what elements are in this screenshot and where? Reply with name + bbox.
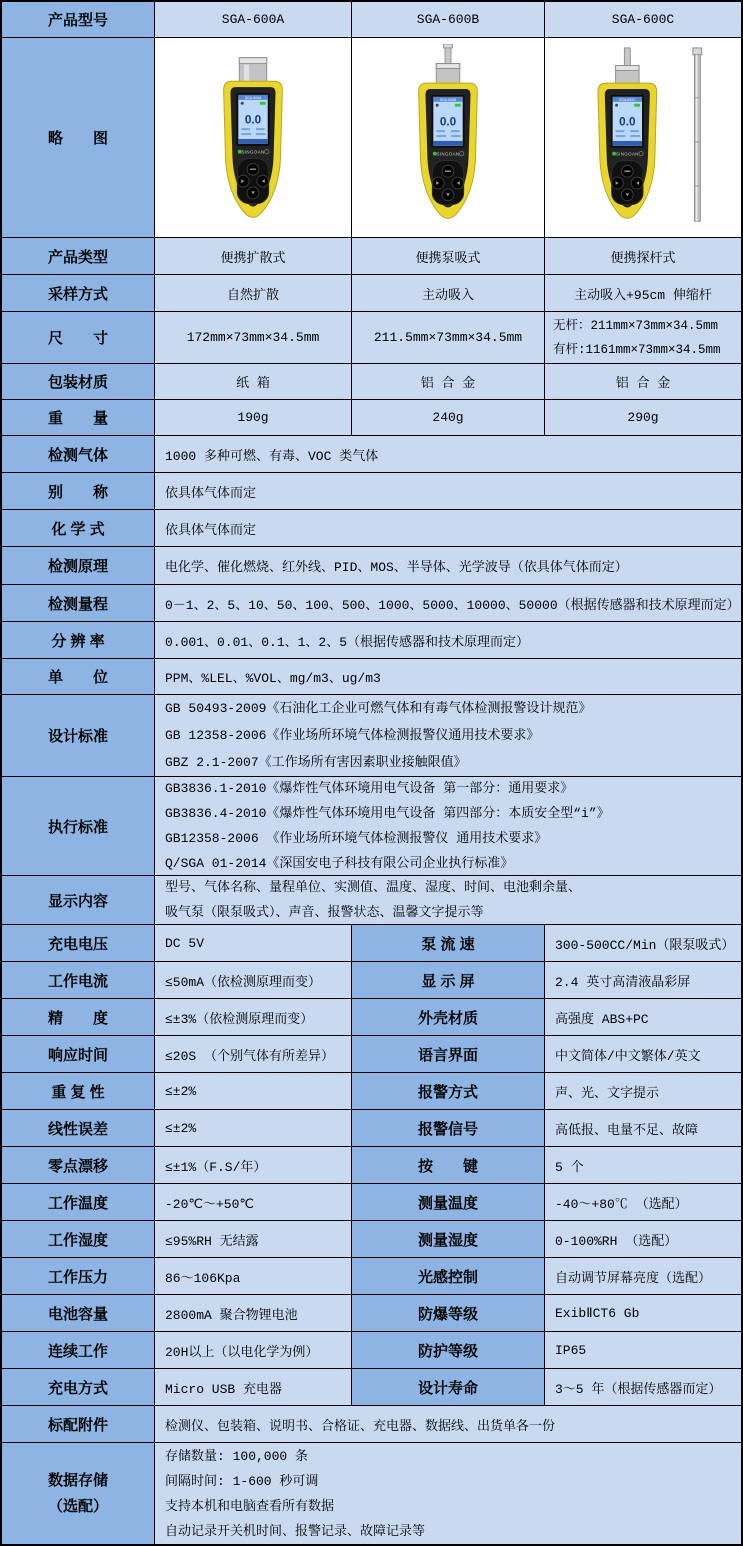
- row-response-time-language: [2, 1036, 741, 1073]
- row-working-current-display-screen: [2, 962, 741, 999]
- row-zero-drift-keys: [2, 1147, 741, 1184]
- product-image-sga-600c: [545, 38, 741, 237]
- row-weight: [2, 400, 741, 436]
- label-cell: [2, 1443, 155, 1544]
- storage-label-line: 数据存储: [47, 1471, 108, 1489]
- value-cell-a: 纸 箱: [155, 364, 352, 399]
- row-detection-range: [2, 585, 741, 622]
- value-cell: ≤±3%（依检测原理而变）: [155, 999, 352, 1035]
- value-cell: 3～5 年（根据传感器而定）: [545, 1369, 741, 1405]
- value-cell: [155, 777, 741, 875]
- value-cell: 0.001、0.01、0.1、1、2、5（根据传感器和技术原理而定）: [155, 622, 741, 658]
- value-cell: [155, 695, 741, 776]
- value-cell: 300-500CC/Min（限泵吸式）: [545, 925, 741, 961]
- value-cell: 0－1、2、5、10、50、100、500、1000、5000、10000、50000（根据传感器和技术原理而定）: [155, 585, 741, 621]
- label-cell: 响应时间: [2, 1036, 155, 1072]
- label-cell: 精 度: [2, 999, 155, 1035]
- device-keypad: [612, 160, 643, 204]
- value-cell-c: 便携探杆式: [545, 238, 741, 274]
- label-cell: 工作湿度: [2, 1221, 155, 1257]
- standard-line: GB 50493-2009《石油化工企业可燃气体和有毒气体检测报警设计规范》: [165, 701, 592, 716]
- value-cell: 2.4 英寸高清液晶彩屏: [545, 962, 741, 998]
- value-cell-b: 主动吸入: [352, 275, 545, 311]
- label-cell: 别 称: [2, 473, 155, 509]
- value-cell: [155, 1443, 741, 1544]
- value-cell: ≤95%RH 无结露: [155, 1221, 352, 1257]
- label-cell: 化 学 式: [2, 510, 155, 546]
- device-screen: [236, 92, 269, 145]
- label-cell: 外壳材质: [352, 999, 545, 1035]
- label-cell: 产品类型: [2, 238, 155, 274]
- product-model-label: 产品型号: [2, 2, 155, 37]
- value-cell: 声、光、文字提示: [545, 1073, 741, 1109]
- row-charging-method-design-life: [2, 1369, 741, 1406]
- value-cell: ExibⅡCT6 Gb: [545, 1295, 741, 1331]
- value-cell: 高强度 ABS+PC: [545, 999, 741, 1035]
- label-cell: 光感控制: [352, 1258, 545, 1294]
- dimension-without-rod: 无杆：211mm×73mm×34.5mm: [553, 318, 719, 333]
- label-cell: 报警信号: [352, 1110, 545, 1146]
- svg-text:SGA-600A: SGA-600A: [244, 95, 262, 100]
- row-data-storage: [2, 1443, 741, 1544]
- storage-line: 自动记录开关机时间、报警记录、故障记录等: [165, 1523, 426, 1539]
- value-cell-a: 172mm×73mm×34.5mm: [155, 312, 352, 363]
- row-detection-principle: [2, 547, 741, 585]
- label-cell: 防护等级: [352, 1332, 545, 1368]
- standard-line: GB3836.4-2010《爆炸性气体环境用电气设备 第四部分：本质安全型“i”》: [165, 806, 610, 821]
- label-cell: 设计寿命: [352, 1369, 545, 1405]
- label-cell: 尺 寸: [2, 312, 155, 363]
- value-cell: ≤50mA（依检测原理而变）: [155, 962, 352, 998]
- storage-line: 间隔时间: 1-600 秒可调: [165, 1473, 319, 1489]
- gas-detector-pump-image: [374, 44, 522, 232]
- value-cell-b: 240g: [352, 400, 545, 435]
- label-cell: 标配附件: [2, 1406, 155, 1442]
- label-cell: 报警方式: [352, 1073, 545, 1109]
- value-cell: 0-100%RH （选配）: [545, 1221, 741, 1257]
- row-chemical-formula: [2, 510, 741, 547]
- label-cell: 测量温度: [352, 1184, 545, 1220]
- value-cell: 高低报、电量不足、故障: [545, 1110, 741, 1146]
- row-sketch: [2, 38, 741, 238]
- label-cell: 包装材质: [2, 364, 155, 399]
- storage-line: 支持本机和电脑查看所有数据: [165, 1498, 335, 1514]
- value-cell: 20H以上（以电化学为例）: [155, 1332, 352, 1368]
- value-cell-c: 290g: [545, 400, 741, 435]
- value-cell: PPM、%LEL、%VOL、mg/m3、ug/m3: [155, 659, 741, 694]
- row-accuracy-shell-material: [2, 999, 741, 1036]
- value-cell: 依具体气体而定: [155, 510, 741, 546]
- device-probe: [616, 47, 640, 84]
- label-cell: 检测量程: [2, 585, 155, 621]
- sketch-label: 略 图: [2, 38, 155, 237]
- value-cell: ≤±2%: [155, 1073, 352, 1109]
- row-product-model: [2, 2, 741, 38]
- product-image-sga-600a: [155, 38, 352, 237]
- standard-line: Q/SGA 01-2014《深国安电子科技有限公司企业执行标准》: [165, 856, 514, 871]
- row-accessories: [2, 1406, 741, 1443]
- value-cell: -40～+80℃ （选配）: [545, 1184, 741, 1220]
- row-packaging-material: [2, 364, 741, 400]
- label-cell: 工作温度: [2, 1184, 155, 1220]
- value-cell-b: 211.5mm×73mm×34.5mm: [352, 312, 545, 363]
- value-cell-c: [545, 312, 741, 363]
- label-cell: 充电方式: [2, 1369, 155, 1405]
- label-cell: 电池容量: [2, 1295, 155, 1331]
- value-cell: [155, 876, 741, 924]
- row-sampling-method: [2, 275, 741, 312]
- value-cell-c: 主动吸入+95cm 伸缩杆: [545, 275, 741, 311]
- svg-text:SINGOAN: SINGOAN: [436, 151, 460, 157]
- display-content-line: 吸气泵（限泵吸式）、声音、报警状态、温馨文字提示等: [165, 905, 484, 920]
- value-cell: 86～106Kpa: [155, 1258, 352, 1294]
- model-b-name: SGA-600B: [352, 2, 545, 37]
- label-cell: 工作电流: [2, 962, 155, 998]
- value-cell: 自动调节屏幕亮度（选配）: [545, 1258, 741, 1294]
- value-cell: 依具体气体而定: [155, 473, 741, 509]
- label-cell: 显 示 屏: [352, 962, 545, 998]
- value-cell: 2800mA 聚合物锂电池: [155, 1295, 352, 1331]
- row-working-pressure-light-control: [2, 1258, 741, 1295]
- label-cell: 防爆等级: [352, 1295, 545, 1331]
- value-cell: 5 个: [545, 1147, 741, 1183]
- value-cell-a: 便携扩散式: [155, 238, 352, 274]
- svg-text:SGA-600C: SGA-600C: [619, 97, 636, 102]
- label-cell: 零点漂移: [2, 1147, 155, 1183]
- device-screen: [611, 94, 644, 147]
- storage-line: 存储数量: 100,000 条: [165, 1448, 309, 1464]
- label-cell: 设计标准: [2, 695, 155, 776]
- value-cell-c: 铝 合 金: [545, 364, 741, 399]
- standard-line: GB12358-2006 《作业场所环境气体检测报警仪 通用技术要求》: [165, 831, 548, 846]
- gas-detector-diffusion-image: [179, 44, 327, 232]
- row-continuous-work-protection-rating: [2, 1332, 741, 1369]
- row-charging-voltage-pump-flow: [2, 925, 741, 962]
- svg-text:SINGOAN: SINGOAN: [615, 151, 639, 157]
- standard-line: GB3836.1-2010《爆炸性气体环境用电气设备 第一部分：通用要求》: [165, 781, 574, 796]
- label-cell: 分 辨 率: [2, 622, 155, 658]
- model-a-name: SGA-600A: [155, 2, 352, 37]
- value-cell: ≤±1%（F.S/年）: [155, 1147, 352, 1183]
- device-screen: [431, 94, 464, 147]
- label-cell: 检测气体: [2, 436, 155, 472]
- row-working-humidity-measure-humidity: [2, 1221, 741, 1258]
- label-cell: 连续工作: [2, 1332, 155, 1368]
- row-execution-standard: [2, 777, 741, 876]
- label-cell: 单 位: [2, 659, 155, 694]
- svg-text:0.0: 0.0: [244, 112, 262, 126]
- row-battery-capacity-explosion-rating: [2, 1295, 741, 1332]
- value-cell: ≤20S （个别气体有所差异）: [155, 1036, 352, 1072]
- value-cell-a: 190g: [155, 400, 352, 435]
- model-c-name: SGA-600C: [545, 2, 741, 37]
- value-cell-a: 自然扩散: [155, 275, 352, 311]
- gas-detector-probe-rod-image: [569, 44, 717, 232]
- label-cell: 测量湿度: [352, 1221, 545, 1257]
- device-probe: [436, 44, 460, 85]
- row-product-type: [2, 238, 741, 275]
- value-cell: IP65: [545, 1332, 741, 1368]
- value-cell: Micro USB 充电器: [155, 1369, 352, 1405]
- label-cell: 充电电压: [2, 925, 155, 961]
- device-front: [612, 151, 643, 156]
- device-front: [238, 149, 269, 154]
- standard-line: GBZ 2.1-2007《工作场所有害因素职业接触限值》: [165, 755, 467, 770]
- svg-text:0.0: 0.0: [619, 114, 636, 128]
- row-design-standard: [2, 695, 741, 777]
- label-cell: 重 量: [2, 400, 155, 435]
- row-detection-gas: [2, 436, 741, 473]
- standard-line: GB 12358-2006《作业场所环境气体检测报警仪通用技术要求》: [165, 728, 540, 743]
- label-cell: 按 键: [352, 1147, 545, 1183]
- device-front: [433, 151, 464, 156]
- row-repeatability-alarm-mode: [2, 1073, 741, 1110]
- svg-text:SINGOAN: SINGOAN: [241, 149, 265, 155]
- label-cell: 语言界面: [352, 1036, 545, 1072]
- svg-text:SGA-600B: SGA-600B: [439, 97, 457, 102]
- dimension-with-rod: 有杆:1161mm×73mm×34.5mm: [553, 342, 721, 357]
- display-content-line: 型号、气体名称、量程单位、实测值、温度、湿度、时间、电池剩余量、: [165, 880, 582, 895]
- device-keypad: [432, 160, 463, 204]
- storage-label-line: （选配）: [47, 1497, 108, 1515]
- device-keypad: [237, 158, 268, 203]
- row-display-content: [2, 876, 741, 925]
- label-cell: 检测原理: [2, 547, 155, 584]
- value-cell: DC 5V: [155, 925, 352, 961]
- label-cell: 工作压力: [2, 1258, 155, 1294]
- value-cell: 中文简体/中文繁体/英文: [545, 1036, 741, 1072]
- value-cell: 电化学、催化燃烧、红外线、PID、MOS、半导体、光学波导（依具体气体而定）: [155, 547, 741, 584]
- value-cell: 1000 多种可燃、有毒、VOC 类气体: [155, 436, 741, 472]
- value-cell: -20℃～+50℃: [155, 1184, 352, 1220]
- product-image-sga-600b: [352, 38, 545, 237]
- value-cell-b: 便携泵吸式: [352, 238, 545, 274]
- telescopic-rod: [693, 47, 702, 220]
- row-alias: [2, 473, 741, 510]
- label-cell: 线性误差: [2, 1110, 155, 1146]
- label-cell: 执行标准: [2, 777, 155, 875]
- row-working-temp-measure-temp: [2, 1184, 741, 1221]
- row-unit: [2, 659, 741, 695]
- label-cell: 显示内容: [2, 876, 155, 924]
- row-dimensions: [2, 312, 741, 364]
- value-cell-b: 铝 合 金: [352, 364, 545, 399]
- svg-text:0.0: 0.0: [439, 114, 457, 128]
- label-cell: 泵 流 速: [352, 925, 545, 961]
- label-cell: 采样方式: [2, 275, 155, 311]
- row-resolution: [2, 622, 741, 659]
- value-cell: 检测仪、包装箱、说明书、合格证、充电器、数据线、出货单各一份: [155, 1406, 741, 1442]
- value-cell: ≤±2%: [155, 1110, 352, 1146]
- row-linearity-error-alarm-signal: [2, 1110, 741, 1147]
- label-cell: 重 复 性: [2, 1073, 155, 1109]
